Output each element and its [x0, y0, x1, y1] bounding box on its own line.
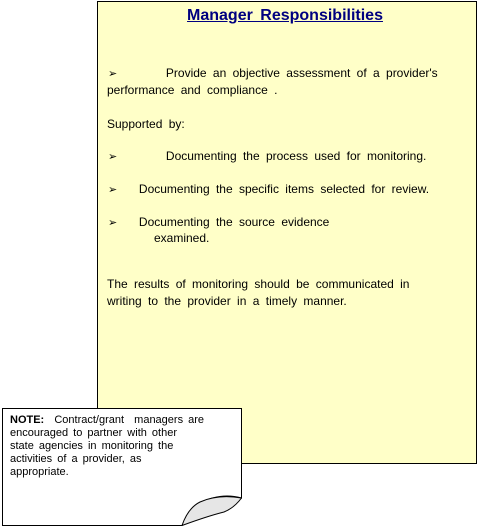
item3-text: Documenting the specific items selected for review. [138, 182, 430, 196]
list-item-documenting-evidence [108, 214, 329, 231]
arrow-bullet-icon: ➢ [108, 151, 118, 163]
item2-text: Documenting the process used for monitoring. [165, 149, 427, 163]
manager-responsibilities-card [97, 1, 477, 464]
closing-paragraph-line1: The results of monitoring should be communicated in [107, 277, 410, 291]
note-line4: activities of a provider, as [10, 453, 142, 465]
supported-by-label: Supported by: [107, 117, 185, 131]
note-line2: encouraged to partner with other [10, 427, 177, 439]
note-text [10, 414, 232, 479]
item4-continuation: examined. [154, 231, 210, 245]
note-callout [2, 408, 242, 526]
item4-text: Documenting the source evidence [138, 215, 330, 229]
card-title-text: Manager Responsibilities [187, 7, 383, 24]
arrow-bullet-icon: ➢ [108, 68, 118, 80]
note-line1: Contract/grant managers are [44, 414, 205, 426]
note-label: NOTE: [10, 414, 45, 426]
note-line3: state agencies in monitoring the [10, 440, 174, 452]
closing-paragraph-line2: writing to the provider in a timely manner. [107, 294, 347, 308]
arrow-bullet-icon: ➢ [108, 184, 118, 196]
note-line5: appropriate. [10, 466, 69, 478]
list-item-documenting-process [108, 148, 426, 165]
card-title [98, 7, 478, 25]
arrow-bullet-icon: ➢ [108, 217, 118, 229]
item1-text: Provide an objective assessment of a provider's [165, 66, 438, 80]
list-item-documenting-items [108, 181, 429, 198]
list-item-provide-assessment [108, 65, 438, 82]
item1-continuation: performance and compliance . [107, 83, 278, 97]
